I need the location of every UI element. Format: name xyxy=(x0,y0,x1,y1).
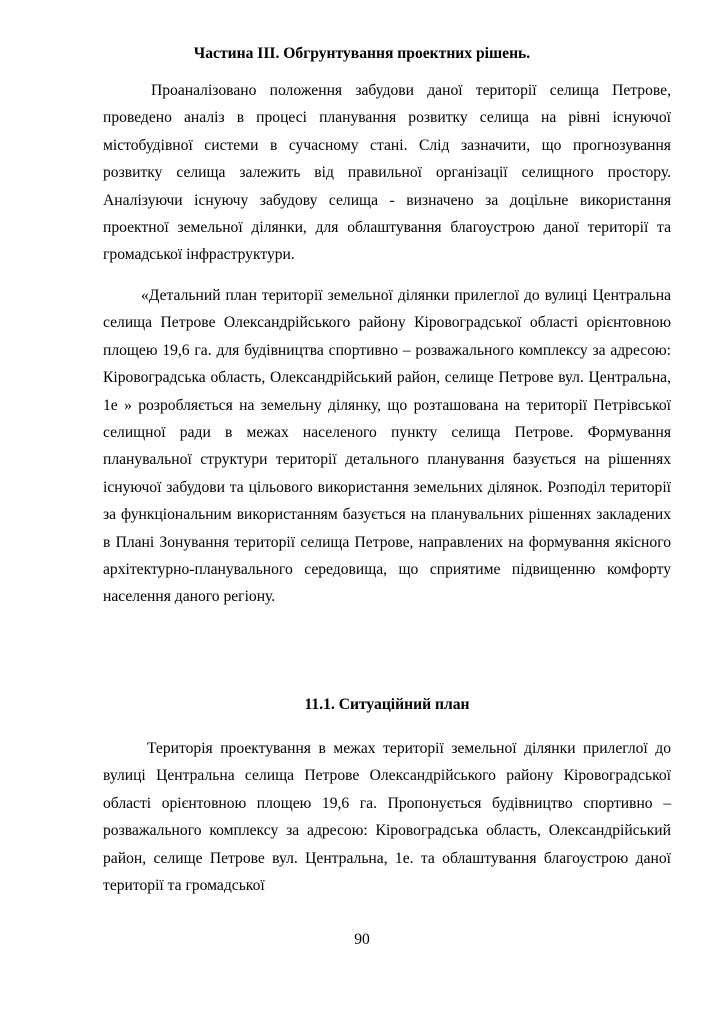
paragraph-3-block xyxy=(103,735,671,899)
page-number: 90 xyxy=(354,931,370,948)
paragraph-situation-plan: Територія проектування в межах території земельної ділянки прилеглої до вулиці Центральна селища Петрове Олександрійського району Кіровоградської області орієнтовною площею 19,6 га. Пропонується будівництво спортивно – розважального комплексу за адресою: Кіровоградська область, Олександрійський район, селище Петрове вул. Центральна, 1е. та облаштування благоустрою даної території та громадської xyxy=(103,740,671,895)
paragraph-analysis: Проаналізовано положення забудови даної території селища Петрове, проведено аналіз в процесі планування розвитку селища на рівні існуючої містобудівної системи в сучасному стані. Слід зазначити, що прогнозування розвитку селища залежить від правильної організації селищного простору. Аналізуючи існуючу забудову селища - визначено за доцільне використання проектної земельної ділянки, для облаштування благоустрою даної території та громадської інфраструктури. xyxy=(103,82,671,264)
section-heading: 11.1. Ситуаційний план xyxy=(304,696,470,713)
paragraph-detailed-plan: «Детальний план території земельної ділянки прилеглої до вулиці Центральна селища Петрове Олександрійського району Кіровоградської області орієнтовною площею 19,6 га. для будівництва спортивно – розважального комплексу за адресою: Кіровоградська область, Олександрійський район, селище Петрове вул. Центральна, 1е » розробляється на земельну ділянку, що розташована на території Петрівської селищної ради в межах населеного пункту селища Петрове. Формування планувальної структури території детального планування базується на рішеннях існуючої забудови та цільового використання земельних ділянок. Розподіл території за функціональним використанням базується на планувальних рішеннях закладених в Плані Зонування території селища Петрове, направлених на формування якісного архітектурно-планувального середовища, що сприятиме підвищенню комфорту населення даного регіону. xyxy=(103,287,671,606)
part-heading: Частина ІІІ. Обгрунтування проектних рішень. xyxy=(193,45,531,62)
paragraph-2-block xyxy=(103,282,671,611)
paragraph-1-block xyxy=(103,77,671,269)
